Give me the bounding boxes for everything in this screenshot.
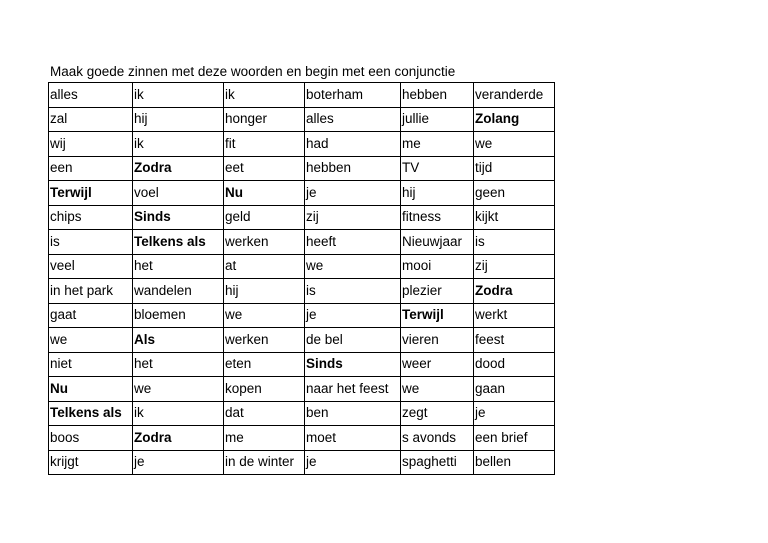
table-cell: we: [474, 132, 555, 157]
table-cell: werkt: [474, 303, 555, 328]
table-cell: TV: [401, 156, 474, 181]
table-cell: ik: [133, 132, 224, 157]
table-cell: mooi: [401, 254, 474, 279]
table-cell: eten: [224, 352, 305, 377]
table-cell: plezier: [401, 279, 474, 304]
table-cell: spaghetti: [401, 450, 474, 475]
table-row: [49, 107, 555, 132]
table-cell: had: [305, 132, 401, 157]
table-cell: Terwijl: [49, 181, 133, 206]
table-cell: de bel: [305, 328, 401, 353]
table-cell: Zodra: [133, 426, 224, 451]
word-table-body: [49, 83, 555, 475]
table-cell: een: [49, 156, 133, 181]
table-cell: zij: [305, 205, 401, 230]
table-cell: het: [133, 254, 224, 279]
table-cell: Zolang: [474, 107, 555, 132]
table-cell: weer: [401, 352, 474, 377]
table-cell: jullie: [401, 107, 474, 132]
table-cell: ik: [133, 83, 224, 108]
table-cell: je: [305, 303, 401, 328]
table-cell: bellen: [474, 450, 555, 475]
table-cell: veel: [49, 254, 133, 279]
table-cell: in de winter: [224, 450, 305, 475]
table-cell: ik: [224, 83, 305, 108]
table-cell: gaan: [474, 377, 555, 402]
table-row: [49, 377, 555, 402]
table-row: [49, 156, 555, 181]
page-title: Maak goede zinnen met deze woorden en begin met een conjunctie: [50, 64, 456, 79]
table-cell: bloemen: [133, 303, 224, 328]
table-cell: Sinds: [305, 352, 401, 377]
table-row: [49, 254, 555, 279]
table-cell: eet: [224, 156, 305, 181]
table-row: [49, 401, 555, 426]
table-cell: Zodra: [474, 279, 555, 304]
table-cell: zij: [474, 254, 555, 279]
table-cell: kopen: [224, 377, 305, 402]
table-cell: werken: [224, 230, 305, 255]
table-row: [49, 328, 555, 353]
table-row: [49, 205, 555, 230]
table-cell: hij: [133, 107, 224, 132]
table-cell: Nu: [224, 181, 305, 206]
table-cell: zegt: [401, 401, 474, 426]
table-cell: Telkens als: [133, 230, 224, 255]
table-cell: is: [474, 230, 555, 255]
table-cell: hebben: [401, 83, 474, 108]
table-cell: zal: [49, 107, 133, 132]
table-cell: wij: [49, 132, 133, 157]
table-cell: hij: [401, 181, 474, 206]
table-cell: je: [474, 401, 555, 426]
table-cell: het: [133, 352, 224, 377]
table-cell: hij: [224, 279, 305, 304]
table-cell: ben: [305, 401, 401, 426]
table-cell: me: [401, 132, 474, 157]
word-table: [48, 82, 555, 475]
table-cell: dood: [474, 352, 555, 377]
table-cell: naar het feest: [305, 377, 401, 402]
table-cell: boterham: [305, 83, 401, 108]
table-cell: tijd: [474, 156, 555, 181]
table-cell: vieren: [401, 328, 474, 353]
table-cell: alles: [49, 83, 133, 108]
table-cell: Nu: [49, 377, 133, 402]
table-cell: in het park: [49, 279, 133, 304]
table-row: [49, 230, 555, 255]
table-cell: we: [224, 303, 305, 328]
table-row: [49, 132, 555, 157]
table-cell: honger: [224, 107, 305, 132]
table-cell: een brief: [474, 426, 555, 451]
table-row: [49, 279, 555, 304]
table-row: [49, 303, 555, 328]
table-cell: Als: [133, 328, 224, 353]
table-cell: dat: [224, 401, 305, 426]
table-cell: boos: [49, 426, 133, 451]
table-cell: Nieuwjaar: [401, 230, 474, 255]
table-cell: je: [305, 450, 401, 475]
table-cell: we: [49, 328, 133, 353]
table-cell: kijkt: [474, 205, 555, 230]
table-cell: werken: [224, 328, 305, 353]
table-cell: alles: [305, 107, 401, 132]
table-cell: niet: [49, 352, 133, 377]
table-cell: je: [305, 181, 401, 206]
table-cell: at: [224, 254, 305, 279]
table-cell: me: [224, 426, 305, 451]
table-cell: krijgt: [49, 450, 133, 475]
table-row: [49, 83, 555, 108]
table-cell: ik: [133, 401, 224, 426]
table-cell: je: [133, 450, 224, 475]
table-row: [49, 181, 555, 206]
table-cell: Telkens als: [49, 401, 133, 426]
table-row: [49, 426, 555, 451]
table-cell: fit: [224, 132, 305, 157]
table-cell: voel: [133, 181, 224, 206]
table-cell: Sinds: [133, 205, 224, 230]
table-cell: we: [401, 377, 474, 402]
table-row: [49, 450, 555, 475]
table-row: [49, 352, 555, 377]
table-cell: heeft: [305, 230, 401, 255]
table-cell: geld: [224, 205, 305, 230]
table-cell: gaat: [49, 303, 133, 328]
table-cell: feest: [474, 328, 555, 353]
table-cell: chips: [49, 205, 133, 230]
table-cell: is: [49, 230, 133, 255]
table-cell: moet: [305, 426, 401, 451]
table-cell: Zodra: [133, 156, 224, 181]
table-cell: fitness: [401, 205, 474, 230]
table-cell: wandelen: [133, 279, 224, 304]
table-cell: hebben: [305, 156, 401, 181]
table-cell: we: [133, 377, 224, 402]
table-cell: Terwijl: [401, 303, 474, 328]
table-cell: is: [305, 279, 401, 304]
table-cell: veranderde: [474, 83, 555, 108]
table-cell: s avonds: [401, 426, 474, 451]
table-cell: we: [305, 254, 401, 279]
table-cell: geen: [474, 181, 555, 206]
